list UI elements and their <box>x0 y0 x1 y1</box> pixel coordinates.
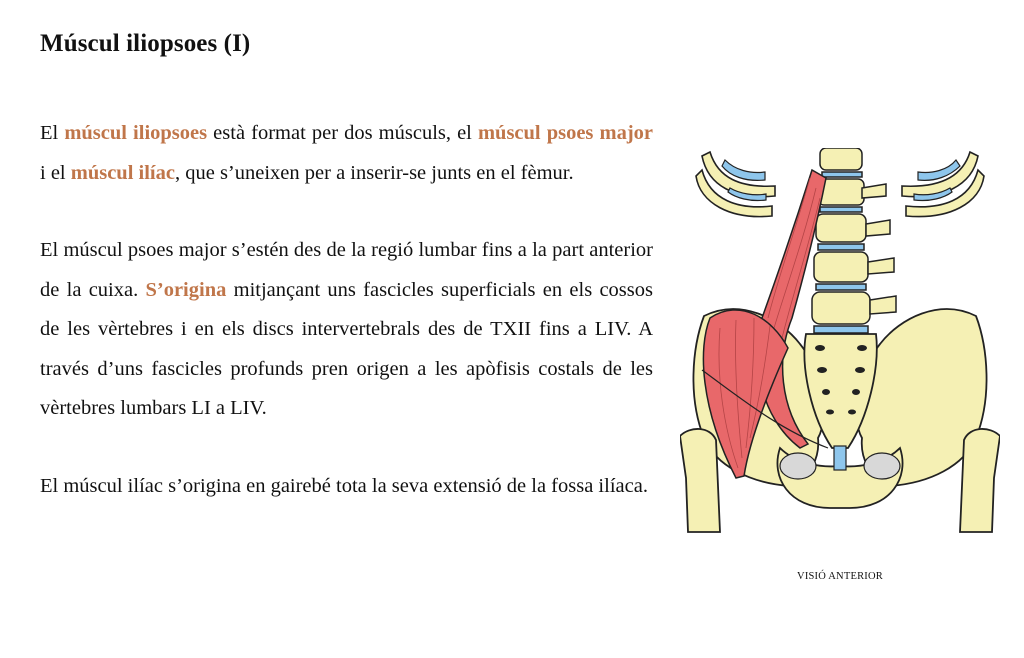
vertebral-column <box>812 148 896 333</box>
text-run: El <box>40 122 65 144</box>
pubic-symphysis <box>834 446 846 470</box>
text-run: mitjançant uns fascicles superficials en els cossos de les vèrtebres i en els discs intervertebrals des de TXII fins a LIV. A través d’uns fascicles profunds pren origen a les apòfisis costals de les vèrtebres lumbars LI a LIV. <box>40 278 653 419</box>
text-run: , que s’uneixen per a inserir-se junts en el fèmur. <box>174 161 574 184</box>
paragraph-psoes <box>40 231 653 429</box>
obturator-foramen-left <box>780 453 816 479</box>
figure-caption: VISIÓ ANTERIOR <box>797 571 883 582</box>
term-iliopsoes: múscul iliopsoes <box>64 122 208 144</box>
paragraph-intro <box>40 114 653 193</box>
anatomy-figure <box>680 148 1000 538</box>
term-psoes-major: múscul psoes major <box>477 122 653 144</box>
text-run: El múscul psoes major s’estén des de la regió lumbar fins a la part anterior de la cuixa. <box>40 239 653 301</box>
text-run: i el <box>40 161 71 184</box>
paragraph-iliac: El múscul ilíac s’origina en gairebé tota la seva extensió de la fossa ilíaca. <box>40 474 648 497</box>
pelvis-illustration <box>680 148 1000 538</box>
text-run: està format per dos músculs, el <box>207 122 478 144</box>
term-sorigina: S’origina <box>145 278 227 301</box>
obturator-foramen-right <box>864 453 900 479</box>
term-iliac: múscul ilíac <box>70 161 175 184</box>
body-text <box>40 114 653 544</box>
page-title: Múscul iliopsoes (I) <box>40 30 251 57</box>
